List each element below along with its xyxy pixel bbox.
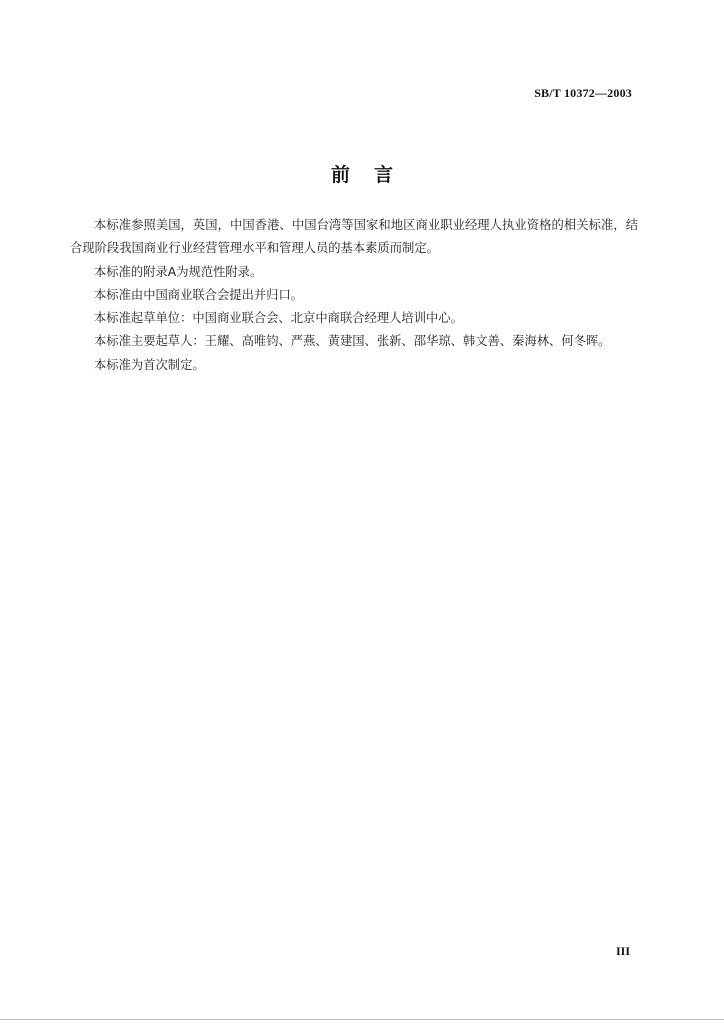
standard-number: SB/T 10372—2003	[534, 86, 632, 100]
paragraph-scope: 本标准参照美国，英国，中国香港、中国台湾等国家和地区商业职业经理人执业资格的相关标准，结合现阶段我国商业行业经营管理水平和管理人员的基本素质而制定。	[70, 218, 638, 256]
paragraph-appendix: 本标准的附录A为规范性附录。	[94, 264, 263, 279]
page-number: III	[615, 944, 630, 958]
paragraph-first-edition: 本标准为首次制定。	[94, 357, 205, 372]
paragraph-drafters: 本标准主要起草人：王耀、高唯钧、严燕、黄建国、张新、邵华琼、韩文善、秦海林、何冬晖。	[94, 334, 611, 349]
paragraph-drafting-units: 本标准起草单位：中国商业联合会、北京中商联合经理人培训中心。	[94, 311, 463, 326]
paragraph-proposer: 本标准由中国商业联合会提出并归口。	[94, 287, 304, 302]
page-title: 前言	[330, 164, 417, 186]
foreword-body	[70, 214, 638, 377]
page-bottom-edge	[0, 1019, 724, 1020]
